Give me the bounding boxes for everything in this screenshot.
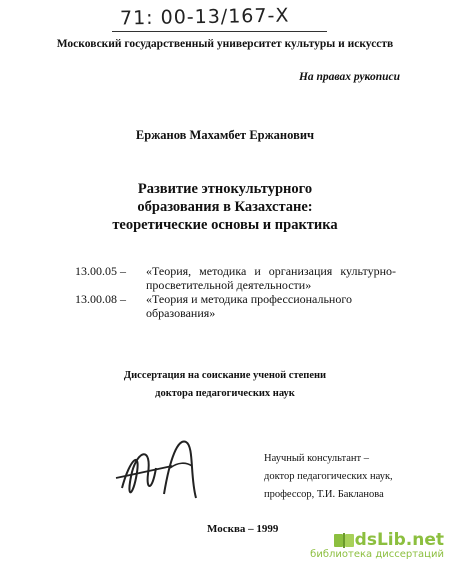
header-rule: [112, 31, 327, 32]
dslib-watermark: [310, 530, 444, 560]
specialty-text: «Теория, методика и организация культурно-просветительной деятельности»: [146, 264, 396, 292]
author-name: Ержанов Махамбет Ержанович: [135, 128, 315, 142]
manuscript-rights: На правах рукописи: [298, 71, 400, 83]
scientific-consultant: [264, 450, 424, 504]
consultant-line: доктор педагогических наук,: [264, 471, 393, 482]
university-name: Московский государственный университет культуры и искусств: [56, 38, 394, 50]
title-line: образования в Казахстане:: [137, 199, 313, 215]
degree-line: доктора педагогических наук: [155, 388, 295, 399]
dslib-logo-icon: [333, 531, 355, 549]
title-line: теоретические основы и практика: [112, 217, 338, 233]
specialty-code: 13.00.08 –: [75, 292, 126, 306]
handwritten-catalog-code: 71: 00-13/167-Х: [119, 4, 290, 30]
handwritten-signature: [112, 428, 222, 508]
watermark-brand: dsLib.net: [354, 530, 444, 550]
consultant-line: профессор, Т.И. Бакланова: [264, 489, 384, 500]
watermark-subtitle: библиотека диссертаций: [310, 549, 444, 560]
specialty-code: 13.00.05 –: [75, 264, 126, 278]
specialty-text: «Теория и методика профессионального образования»: [146, 292, 352, 320]
city-year: Москва – 1999: [207, 523, 279, 535]
consultant-line: Научный консультант –: [264, 453, 369, 464]
title-line: Развитие этнокультурного: [137, 181, 313, 197]
dissertation-title: [0, 180, 450, 234]
degree-line: Диссертация на соискание ученой степени: [123, 370, 327, 381]
